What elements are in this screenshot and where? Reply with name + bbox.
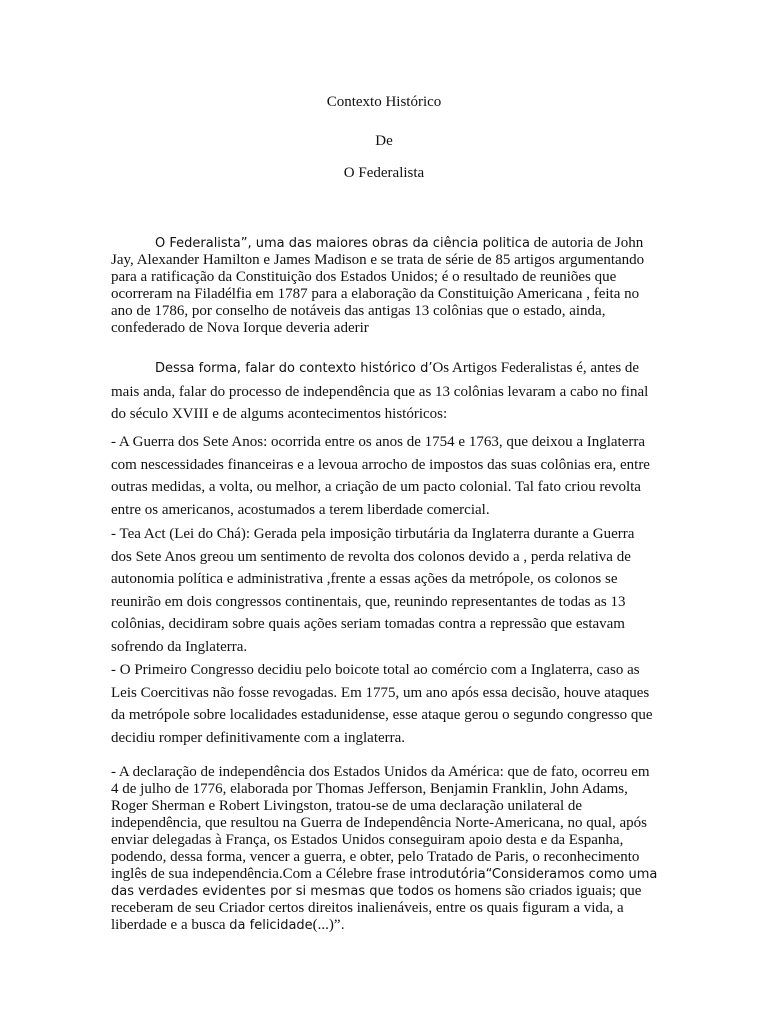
title-line-1: Contexto Histórico (326, 94, 442, 110)
paragraph-context-text: Os Artigos Federalistas é, antes de mais anda, falar do processo de independência que as 13 colônias levaram a cabo no final do século XVIII e de algums acontecimentos históricos: (111, 360, 649, 422)
title-line-3: O Federalista (343, 165, 425, 181)
paragraph-intro-lead: O Federalista”, uma das maiores obras da ciência politica (155, 236, 530, 251)
paragraph-intro (111, 235, 659, 337)
paragraph-declaration-quote-mid: da felicidade (229, 918, 313, 933)
title-line-2: De (375, 133, 393, 149)
paragraph-tea-act: - Tea Act (Lei do Chá): Gerada pela imposição tirbutária da Inglaterra durante a Guerra dos Sete Anos greou um sentimento de revolta dos colonos devido a , perda relativa de autonomia política e administrativa ,frente a essas ações da metrópole, os colonos se reunirão em dois congressos continentais, que, reunindo representantes de todas as 13 colônias, decidiram sobre quais ações seriam tomadas contra a repressão que estavam sofrendo da Inglaterra. (111, 526, 635, 655)
paragraph-seven-years-war: - A Guerra dos Sete Anos: ocorrida entre os anos de 1754 e 1763, que deixou a Inglaterra com nescessidades financeiras e a levoua arrocho de impostos das suas colônias era, entre outras medidas, a volta, ou melhor, a criação de um pacto colonial. Tal fato criou revolta entre os americanos, acostumados a terem liberdade comercial. (111, 434, 650, 518)
paragraph-first-congress: - O Primeiro Congresso decidiu pelo boicote total ao comércio com a Inglaterra, caso as Leis Coercitivas não fosse revogadas. Em 1775, um ano após essa decisão, houve ataques da metrópole sobre localidades estadunidense, esse ataque gerou o segundo congresso que decidiu romper definitivamente com a inglaterra. (111, 662, 653, 746)
paragraph-declaration (111, 764, 659, 934)
paragraph-context-lead: Dessa forma, falar do contexto histórico d’ (155, 361, 433, 376)
paragraph-declaration-quote-end: (...)” (312, 917, 341, 933)
paragraph-declaration-quote-lead: introdutória“Consideramos como uma das verdades evidentes por si mesmas que todos (111, 867, 658, 899)
paragraph-context (111, 357, 659, 426)
paragraph-declaration-text: - A declaração de independência dos Estados Unidos da América: que de fato, ocorreu em 4 de julho de 1776, elaborada por Thomas Jefferson, Benjamin Franklin, John Adams, Roger Sherman e Robert Livingston, tratou-se de uma declaração unilateral de independência, que resultou na Guerra de Independência Norte-Americana, no qual, após enviar delegadas à França, os Estados Unidos conseguiram apoio desta e da Espanha, podendo, dessa forma, vencer a guerra, e obter, pelo Tratado de Paris, o reconhecimento inglês de sua independência.Com a Célebre frase (111, 764, 650, 882)
paragraph-intro-text: de autoria de John Jay, Alexander Hamilton e James Madison e se trata de série de 85 artigos argumentando para a ratificação da Constituição dos Estados Unidos; é o resultado de reuniões que ocorreram na Filadélfia em 1787 para a elaboração da Constituição Americana , feita no ano de 1786, por conselho de notáveis das antigas 13 colônias que o estado, ainda, confederado de Nova Iorque deveria aderir (111, 235, 645, 336)
paragraph-declaration-quote-tail: . (340, 918, 345, 933)
paragraph-declaration-quote-rest: os homens são criados iguais; que receberam de seu Criador certos direitos inalienáveis, entre os quais figuram a vida, a liberdade e a busca (111, 883, 642, 933)
